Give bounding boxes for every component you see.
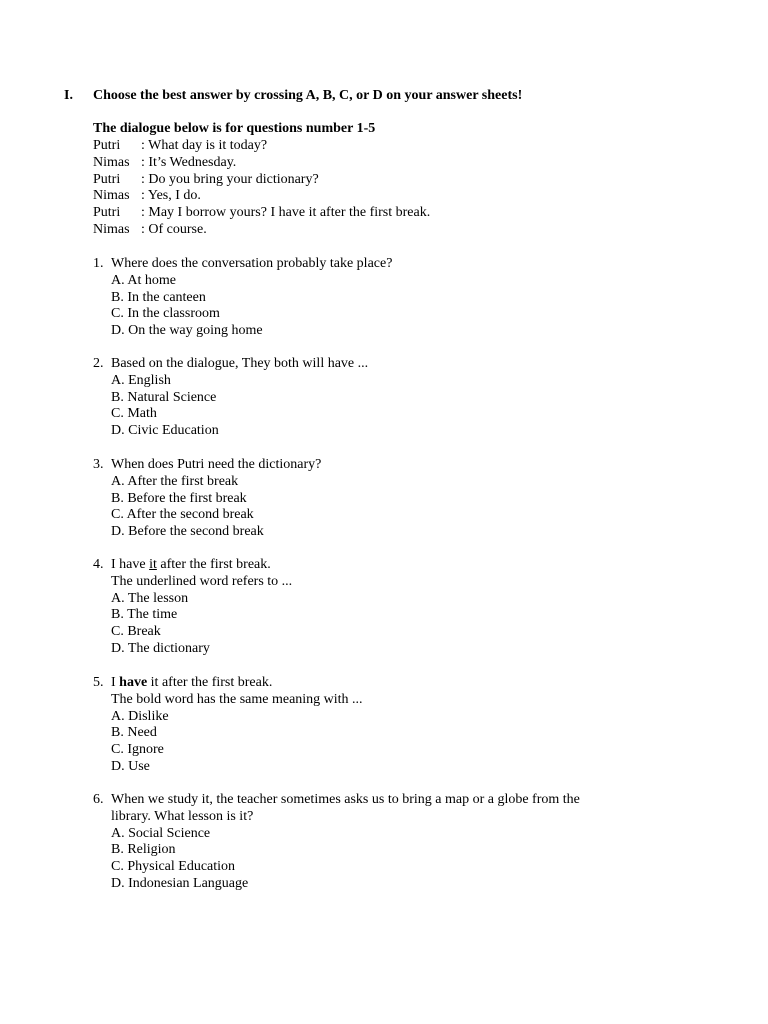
question-2 (93, 356, 368, 440)
dialogue-line (93, 172, 430, 189)
bold-word: have (119, 675, 148, 690)
question-text: Based on the dialogue, They both will have ... (111, 356, 369, 371)
dialogue-line (93, 222, 430, 239)
question-text: Where does the conversation probably take place? (111, 256, 393, 271)
dialogue-line (93, 155, 430, 172)
dialogue-line (93, 138, 430, 155)
question-text: When does Putri need the dictionary? (111, 457, 322, 472)
question-stem (93, 457, 321, 474)
option-list (93, 709, 363, 776)
option-a[interactable]: A. Social Science (111, 825, 211, 841)
dialogue-line (93, 188, 430, 205)
option-d[interactable]: D. Before the second break (111, 524, 264, 540)
option-b[interactable]: B. Before the first break (111, 490, 247, 506)
option-c[interactable]: C. Break (111, 624, 161, 640)
question-text: When we study it, the teacher sometimes asks us to bring a map or a globe from the (111, 792, 580, 807)
speaker-name: Putri (93, 138, 121, 153)
question-6 (93, 792, 580, 893)
dialogue-text: : May I borrow yours? I have it after the first break. (141, 205, 431, 221)
dialogue-text: : Do you bring your dictionary? (141, 171, 319, 187)
option-a[interactable]: A. English (111, 372, 171, 388)
option-b[interactable]: B. Need (111, 725, 157, 741)
speaker-name: Putri (93, 171, 121, 187)
question-stem (93, 675, 363, 692)
question-1 (93, 256, 392, 340)
option-b[interactable]: B. In the canteen (111, 289, 206, 305)
speaker-name: Nimas (93, 154, 130, 170)
question-number: 5. (93, 675, 104, 690)
dialogue-line (93, 205, 430, 222)
dialogue-text: : Of course. (141, 221, 207, 237)
question-text-after: it after the first break. (147, 675, 273, 690)
section-instruction: Choose the best answer by crossing A, B, C, or D on your answer sheets! (93, 88, 523, 103)
option-list (93, 591, 292, 658)
question-4 (93, 557, 292, 658)
option-c[interactable]: C. Math (111, 406, 157, 422)
option-b[interactable]: B. Natural Science (111, 389, 217, 405)
option-list (93, 373, 368, 440)
speaker-name: Nimas (93, 188, 130, 204)
option-d[interactable]: D. The dictionary (111, 640, 210, 656)
option-c[interactable]: C. Ignore (111, 742, 164, 758)
option-c[interactable]: C. In the classroom (111, 306, 220, 322)
section-number: I. (64, 88, 73, 103)
question-subline: The underlined word refers to ... (111, 573, 293, 589)
question-number: 1. (93, 256, 104, 271)
question-text-before: I have (111, 557, 150, 572)
option-a[interactable]: A. Dislike (111, 708, 169, 724)
option-d[interactable]: D. Civic Education (111, 423, 219, 439)
option-a[interactable]: A. At home (111, 272, 176, 288)
option-d[interactable]: D. Indonesian Language (111, 875, 249, 891)
speaker-name: Putri (93, 205, 121, 221)
question-stem (93, 356, 368, 373)
option-a[interactable]: A. After the first break (111, 473, 239, 489)
option-d[interactable]: D. On the way going home (111, 323, 263, 339)
question-number: 2. (93, 356, 104, 371)
question-number: 3. (93, 457, 104, 472)
option-c[interactable]: C. Physical Education (111, 859, 236, 875)
option-b[interactable]: B. The time (111, 607, 178, 623)
option-c[interactable]: C. After the second break (111, 507, 254, 523)
question-stem (93, 557, 292, 574)
dialogue-text: : Yes, I do. (141, 188, 201, 204)
option-b[interactable]: B. Religion (111, 842, 176, 858)
question-number: 6. (93, 792, 104, 807)
dialogue-text: : What day is it today? (141, 138, 268, 153)
dialogue-text: : It’s Wednesday. (141, 154, 237, 170)
question-stem (93, 256, 392, 273)
option-list (93, 474, 321, 541)
question-5 (93, 675, 363, 776)
underlined-word: it (149, 557, 157, 572)
question-text-after: after the first break. (156, 557, 271, 572)
dialogue (93, 138, 430, 239)
section-header (64, 88, 522, 105)
option-list (93, 826, 580, 893)
question-number: 4. (93, 557, 104, 572)
question-stem (93, 792, 580, 809)
option-d[interactable]: D. Use (111, 758, 150, 774)
option-a[interactable]: A. The lesson (111, 590, 189, 606)
dialogue-intro: The dialogue below is for questions number 1-5 (93, 121, 376, 136)
question-3 (93, 457, 321, 541)
option-list (93, 273, 392, 340)
question-text-before: I (111, 675, 120, 690)
question-subline: library. What lesson is it? (111, 808, 254, 824)
question-subline: The bold word has the same meaning with ... (111, 691, 363, 707)
speaker-name: Nimas (93, 221, 130, 237)
